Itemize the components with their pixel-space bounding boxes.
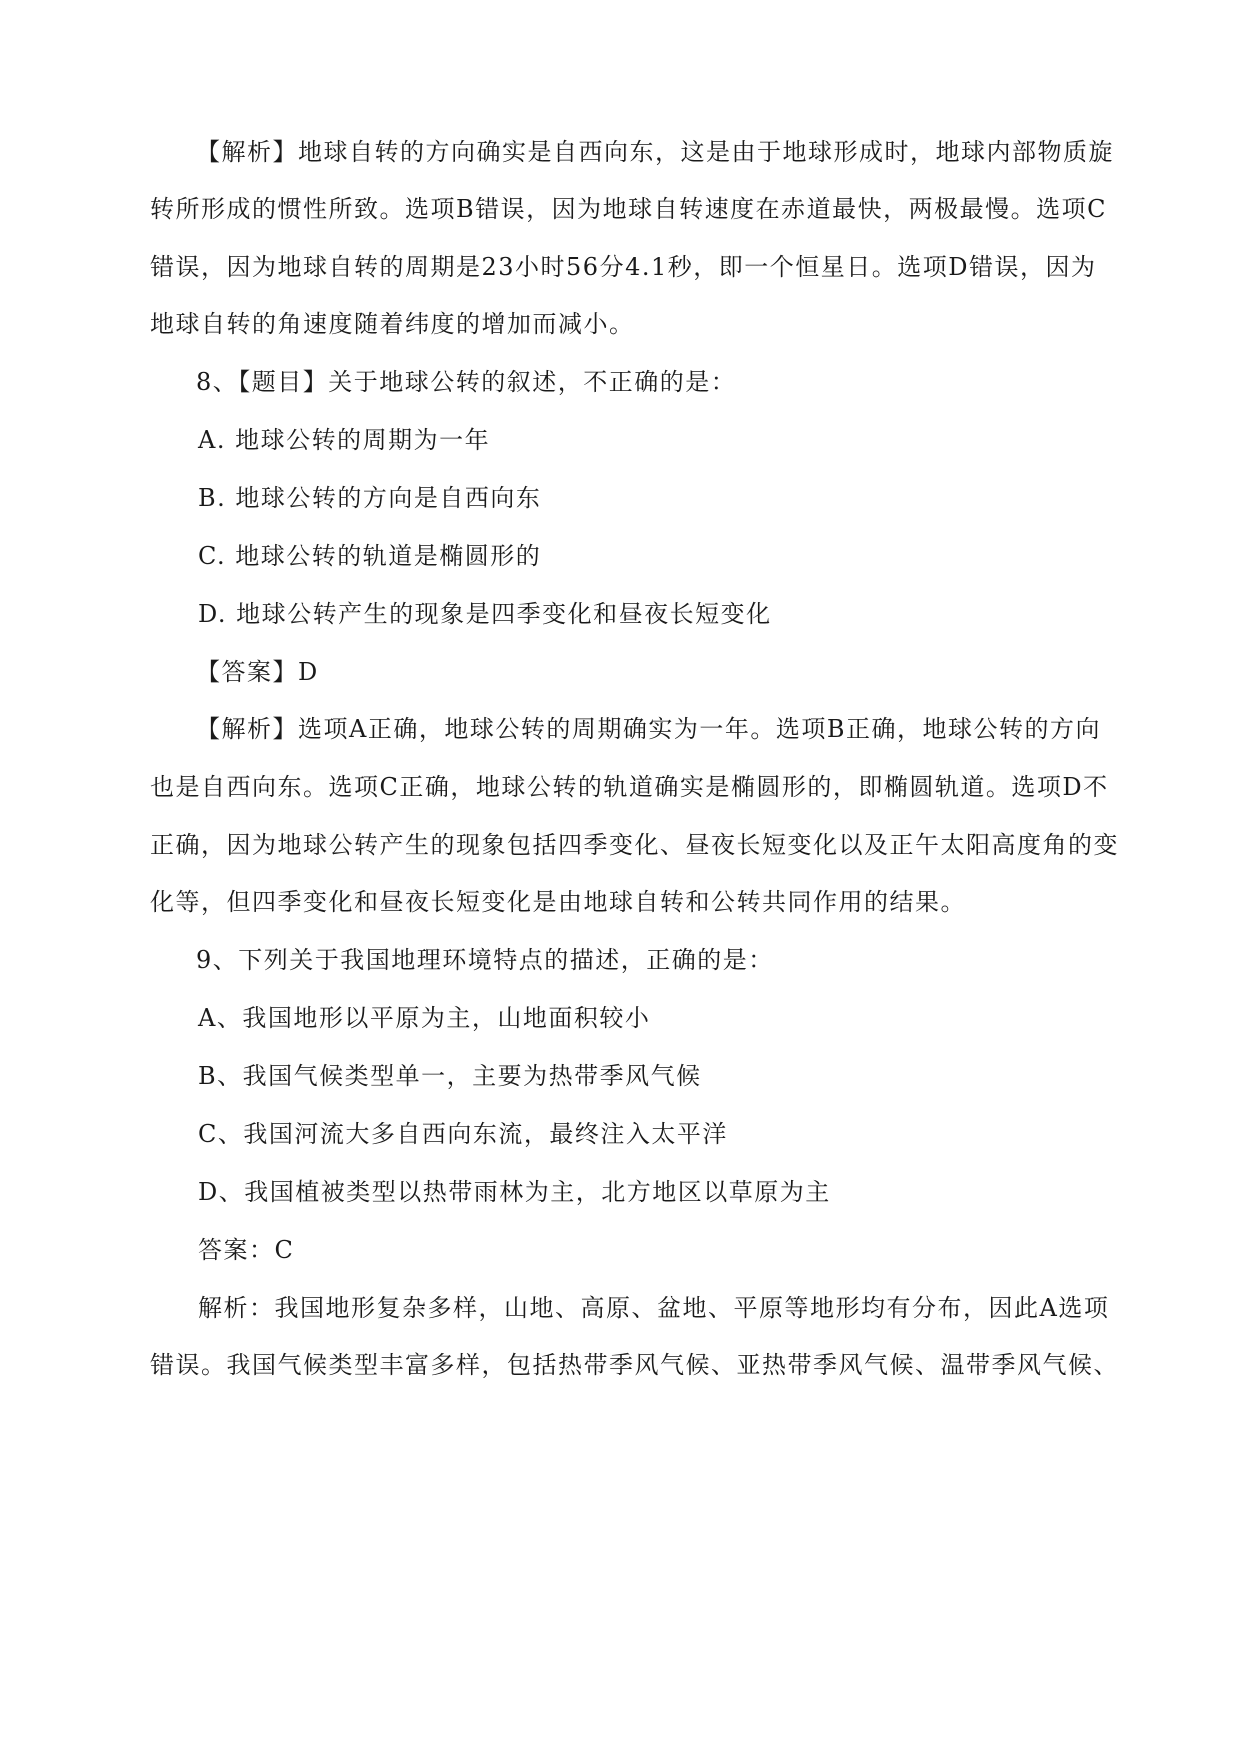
q7-analysis-line-1: 【解析】地球自转的方向确实是自西向东，这是由于地球形成时，地球内部物质旋 [196,138,1114,166]
q9-analysis-line-1: 解析：我国地形复杂多样，山地、高原、盆地、平原等地形均有分布，因此A选项 [198,1294,1110,1322]
q8-option-a: A. 地球公转的周期为一年 [198,426,491,454]
q8-option-c: C. 地球公转的轨道是椭圆形的 [198,542,542,570]
q9-question: 9、下列关于我国地理环境特点的描述，正确的是： [196,946,774,974]
q9-option-b: B、我国气候类型单一，主要为热带季风气候 [198,1062,702,1090]
q9-answer: 答案：C [198,1236,295,1264]
q8-analysis-line-1: 【解析】选项A正确，地球公转的周期确实为一年。选项B正确，地球公转的方向 [196,715,1101,743]
q8-analysis-line-3: 正确，因为地球公转产生的现象包括四季变化、昼夜长短变化以及正午太阳高度角的变 [150,831,1119,859]
q7-analysis-line-2: 转所形成的惯性所致。选项B错误，因为地球自转速度在赤道最快，两极最慢。选项C [150,195,1107,223]
q8-analysis-line-4: 化等，但四季变化和昼夜长短变化是由地球自转和公转共同作用的结果。 [150,888,966,916]
q9-option-d: D、我国植被类型以热带雨林为主，北方地区以草原为主 [198,1178,831,1206]
q7-analysis-line-3: 错误，因为地球自转的周期是23小时56分4.1秒，即一个恒星日。选项D错误，因为 [150,253,1097,281]
q8-question: 8、【题目】关于地球公转的叙述，不正确的是： [196,368,737,396]
q8-answer: 【答案】D [196,658,319,686]
q8-option-b: B. 地球公转的方向是自西向东 [198,484,542,512]
q7-analysis-line-4: 地球自转的角速度随着纬度的增加而减小。 [150,310,635,338]
q9-option-a: A、我国地形以平原为主，山地面积较小 [198,1004,651,1032]
q8-option-d: D. 地球公转产生的现象是四季变化和昼夜长短变化 [198,600,772,628]
q9-analysis-line-2: 错误。我国气候类型丰富多样，包括热带季风气候、亚热带季风气候、温带季风气候、 [150,1351,1119,1379]
q8-analysis-line-2: 也是自西向东。选项C正确，地球公转的轨道确实是椭圆形的，即椭圆轨道。选项D不 [150,773,1109,801]
q9-option-c: C、我国河流大多自西向东流，最终注入太平洋 [198,1120,728,1148]
